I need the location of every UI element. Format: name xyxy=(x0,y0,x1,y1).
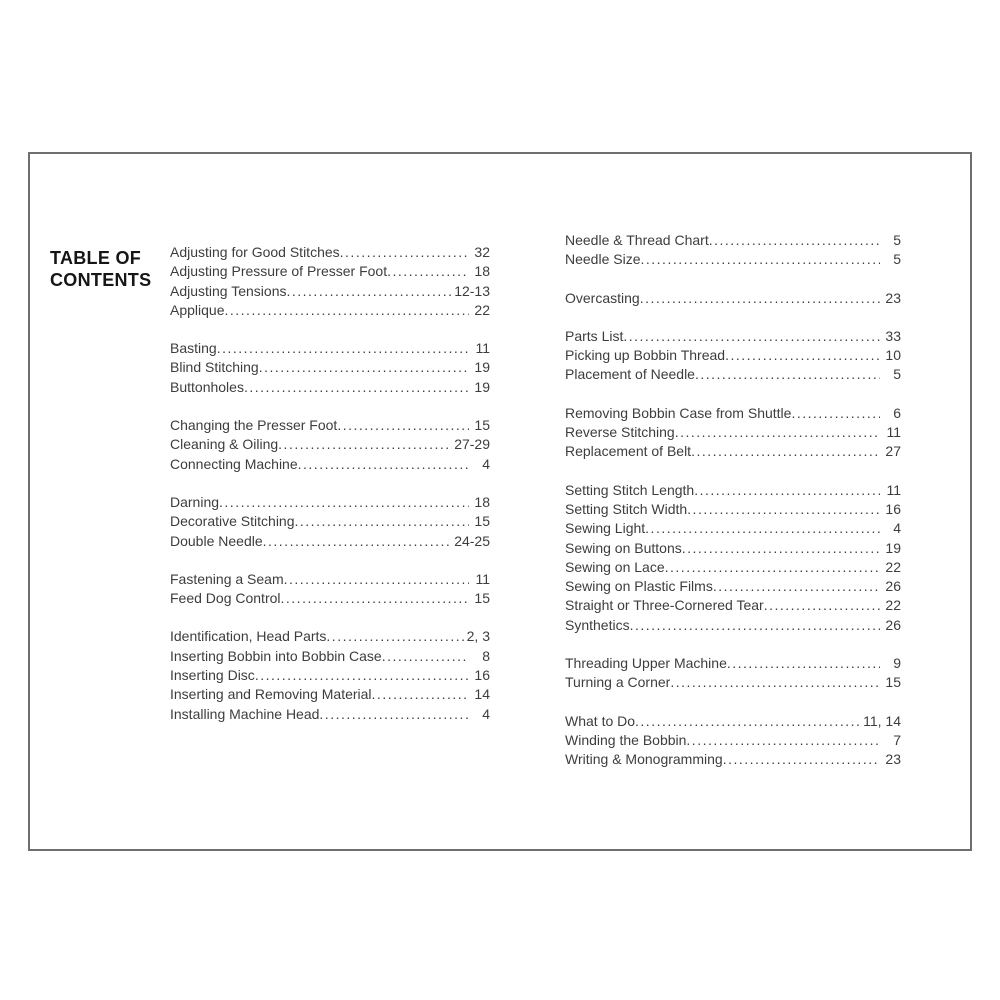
toc-column-left xyxy=(170,243,490,743)
toc-entry-title: Inserting Bobbin into Bobbin Case xyxy=(170,647,382,664)
toc-entry-title: Overcasting xyxy=(565,289,640,306)
toc-dot-leader xyxy=(670,673,880,692)
toc-entry xyxy=(170,339,490,358)
toc-dot-leader xyxy=(244,378,469,397)
toc-dot-leader xyxy=(723,750,880,769)
toc-dot-leader xyxy=(337,416,469,435)
toc-entry-page: 4 xyxy=(482,705,490,722)
toc-entry xyxy=(565,750,901,769)
toc-entry-page: 22 xyxy=(885,558,901,575)
toc-entry-page: 4 xyxy=(482,455,490,472)
toc-entry xyxy=(565,231,901,250)
toc-entry-page: 27-29 xyxy=(454,436,490,453)
toc-entry xyxy=(170,705,490,724)
toc-entry-page: 19 xyxy=(474,359,490,376)
toc-entry-title: Connecting Machine xyxy=(170,455,298,472)
toc-entry-page: 26 xyxy=(885,616,901,633)
toc-dot-leader xyxy=(382,647,469,666)
toc-entry-title: Buttonholes xyxy=(170,378,244,395)
toc-entry-page: 10 xyxy=(885,347,901,364)
toc-entry-page: 15 xyxy=(474,513,490,530)
page-title-line1: TABLE OF xyxy=(50,248,142,268)
toc-entry-title: Cleaning & Oiling xyxy=(170,436,279,453)
toc-entry-page: 4 xyxy=(893,520,901,537)
toc-entry-page: 14 xyxy=(474,686,490,703)
toc-entry xyxy=(565,731,901,750)
toc-group xyxy=(565,404,901,462)
toc-dot-leader xyxy=(635,712,861,731)
toc-dot-leader xyxy=(281,589,469,608)
toc-dot-leader xyxy=(219,493,469,512)
toc-entry-title: Reverse Stitching xyxy=(565,424,675,441)
toc-entry xyxy=(565,500,901,519)
toc-group xyxy=(170,416,490,474)
toc-dot-leader xyxy=(217,339,469,358)
toc-dot-leader xyxy=(278,435,452,454)
toc-entry xyxy=(565,404,901,423)
toc-entry-title: Replacement of Belt xyxy=(565,443,692,460)
toc-entry-title: Straight or Three-Cornered Tear xyxy=(565,597,764,614)
toc-entry xyxy=(170,589,490,608)
toc-entry xyxy=(170,301,490,320)
toc-group xyxy=(565,327,901,385)
toc-entry xyxy=(170,455,490,474)
toc-entry-page: 6 xyxy=(893,404,901,421)
toc-entry-page: 18 xyxy=(474,263,490,280)
toc-entry xyxy=(170,570,490,589)
toc-dot-leader xyxy=(709,231,880,250)
toc-entry-page: 32 xyxy=(474,244,490,260)
toc-entry-title: Inserting Disc xyxy=(170,667,255,684)
toc-entry xyxy=(170,685,490,704)
toc-entry xyxy=(565,712,901,731)
toc-entry-page: 9 xyxy=(893,655,901,672)
toc-dot-leader xyxy=(645,519,880,538)
toc-entry-title: Parts List xyxy=(565,327,624,344)
toc-entry xyxy=(565,673,901,692)
toc-dot-leader xyxy=(630,616,880,635)
toc-entry-title: Identification, Head Parts xyxy=(170,628,327,645)
toc-dot-leader xyxy=(225,301,470,320)
toc-entry-page: 23 xyxy=(885,289,901,306)
toc-entry-page: 15 xyxy=(885,674,901,691)
toc-dot-leader xyxy=(686,731,880,750)
toc-entry-page: 15 xyxy=(474,417,490,434)
toc-entry xyxy=(170,532,490,551)
toc-entry-page: 11 xyxy=(886,424,901,441)
toc-group xyxy=(170,627,490,723)
toc-entry-title: Feed Dog Control xyxy=(170,590,281,607)
toc-entry-page: 5 xyxy=(893,366,901,383)
toc-entry-page: 26 xyxy=(885,578,901,595)
toc-group xyxy=(170,570,490,609)
toc-entry-page: 11, 14 xyxy=(863,712,901,729)
toc-entry-page: 15 xyxy=(474,590,490,607)
toc-entry-page: 19 xyxy=(474,378,490,395)
toc-dot-leader xyxy=(340,243,469,262)
toc-entry-title: Needle Size xyxy=(565,251,641,268)
toc-entry xyxy=(170,243,490,262)
toc-entry xyxy=(565,289,901,308)
document-page xyxy=(28,152,972,851)
toc-entry-page: 5 xyxy=(893,251,901,268)
toc-entry-title: Changing the Presser Foot xyxy=(170,417,338,434)
toc-entry xyxy=(170,647,490,666)
toc-entry-page: 27 xyxy=(885,443,901,460)
toc-dot-leader xyxy=(682,539,880,558)
toc-entry-title: Winding the Bobbin xyxy=(565,731,687,748)
toc-group xyxy=(170,493,490,551)
toc-dot-leader xyxy=(687,500,880,519)
toc-entry xyxy=(170,378,490,397)
toc-entry-page: 5 xyxy=(893,232,901,248)
toc-entry-title: Sewing on Buttons xyxy=(565,539,682,556)
toc-entry-title: Writing & Monogramming xyxy=(565,751,723,768)
toc-dot-leader xyxy=(295,512,469,531)
toc-entry-title: Turning a Corner xyxy=(565,674,671,691)
toc-entry-page: 16 xyxy=(474,667,490,684)
toc-entry-page: 24-25 xyxy=(454,532,490,549)
toc-entry xyxy=(565,481,901,500)
toc-dot-leader xyxy=(319,705,469,724)
toc-entry-title: Basting xyxy=(170,340,217,357)
toc-entry xyxy=(565,654,901,673)
toc-entry xyxy=(170,627,490,646)
toc-entry-page: 22 xyxy=(474,301,490,318)
toc-dot-leader xyxy=(764,596,880,615)
toc-entry-page: 19 xyxy=(885,539,901,556)
toc-entry xyxy=(565,423,901,442)
toc-entry xyxy=(170,282,490,301)
toc-dot-leader xyxy=(640,289,880,308)
toc-entry xyxy=(565,577,901,596)
toc-dot-leader xyxy=(727,654,880,673)
toc-entry-title: Placement of Needle xyxy=(565,366,695,383)
toc-group xyxy=(565,712,901,770)
toc-dot-leader xyxy=(263,532,453,551)
toc-entry-title: Adjusting Tensions xyxy=(170,282,287,299)
toc-dot-leader xyxy=(255,666,469,685)
toc-entry-title: Inserting and Removing Material xyxy=(170,686,372,703)
toc-entry-page: 18 xyxy=(474,493,490,510)
toc-entry-title: Installing Machine Head xyxy=(170,705,320,722)
toc-dot-leader xyxy=(298,455,469,474)
toc-entry xyxy=(565,558,901,577)
toc-entry-page: 23 xyxy=(885,751,901,768)
toc-dot-leader xyxy=(691,442,880,461)
toc-entry xyxy=(565,596,901,615)
toc-entry-title: Setting Stitch Width xyxy=(565,500,688,517)
toc-entry xyxy=(565,250,901,269)
toc-entry xyxy=(565,346,901,365)
toc-entry xyxy=(170,493,490,512)
toc-entry-title: Picking up Bobbin Thread xyxy=(565,347,726,364)
toc-entry-title: Removing Bobbin Case from Shuttle xyxy=(565,404,792,421)
toc-entry-title: What to Do xyxy=(565,712,636,729)
toc-dot-leader xyxy=(725,346,880,365)
toc-entry xyxy=(170,512,490,531)
toc-entry-title: Sewing on Lace xyxy=(565,558,665,575)
toc-entry xyxy=(565,365,901,384)
toc-entry-title: Threading Upper Machine xyxy=(565,655,727,672)
toc-group xyxy=(565,231,901,270)
toc-entry-page: 7 xyxy=(893,731,901,748)
toc-entry-title: Decorative Stitching xyxy=(170,513,295,530)
toc-entry-title: Blind Stitching xyxy=(170,359,259,376)
toc-dot-leader xyxy=(372,685,469,704)
toc-group xyxy=(565,289,901,308)
toc-entry xyxy=(565,616,901,635)
toc-dot-leader xyxy=(284,570,469,589)
toc-group xyxy=(565,654,901,693)
page-title-line2: CONTENTS xyxy=(50,269,152,290)
toc-entry xyxy=(170,358,490,377)
toc-entry-title: Setting Stitch Length xyxy=(565,481,695,498)
toc-entry xyxy=(565,327,901,346)
toc-group xyxy=(170,339,490,397)
toc-entry-title: Adjusting for Good Stitches xyxy=(170,244,340,260)
toc-entry-title: Sewing on Plastic Films xyxy=(565,578,713,595)
toc-dot-leader xyxy=(623,327,880,346)
toc-entry-page: 11 xyxy=(886,481,901,498)
toc-dot-leader xyxy=(694,481,880,500)
toc-entry-title: Adjusting Pressure of Presser Foot xyxy=(170,263,388,280)
toc-dot-leader xyxy=(713,577,880,596)
toc-entry-title: Synthetics xyxy=(565,616,630,633)
toc-entry-title: Fastening a Seam xyxy=(170,570,284,587)
toc-dot-leader xyxy=(259,358,469,377)
toc-group xyxy=(565,481,901,635)
toc-entry-page: 8 xyxy=(482,647,490,664)
toc-group xyxy=(170,243,490,320)
toc-entry-page: 16 xyxy=(885,500,901,517)
toc-entry-page: 33 xyxy=(885,327,901,344)
toc-entry-title: Applique xyxy=(170,301,225,318)
toc-dot-leader xyxy=(387,262,469,281)
toc-entry xyxy=(170,416,490,435)
page-title xyxy=(50,248,151,291)
toc-entry-page: 22 xyxy=(885,597,901,614)
toc-entry-page: 11 xyxy=(475,340,490,357)
toc-entry xyxy=(565,539,901,558)
toc-dot-leader xyxy=(326,627,464,646)
toc-entry-title: Darning xyxy=(170,493,220,510)
toc-entry-page: 12-13 xyxy=(454,282,490,299)
toc-entry-title: Sewing Light xyxy=(565,520,646,537)
toc-dot-leader xyxy=(791,404,880,423)
toc-column-right xyxy=(565,231,901,789)
toc-entry xyxy=(170,666,490,685)
toc-entry xyxy=(565,442,901,461)
toc-entry-page: 11 xyxy=(475,570,490,587)
toc-dot-leader xyxy=(641,250,881,269)
toc-entry xyxy=(170,262,490,281)
toc-dot-leader xyxy=(695,365,880,384)
toc-entry-title: Double Needle xyxy=(170,532,263,549)
toc-dot-leader xyxy=(675,423,880,442)
toc-entry-page: 2, 3 xyxy=(466,628,490,645)
toc-entry xyxy=(170,435,490,454)
toc-entry xyxy=(565,519,901,538)
toc-dot-leader xyxy=(665,558,880,577)
toc-entry-title: Needle & Thread Chart xyxy=(565,232,709,248)
toc-dot-leader xyxy=(286,282,452,301)
